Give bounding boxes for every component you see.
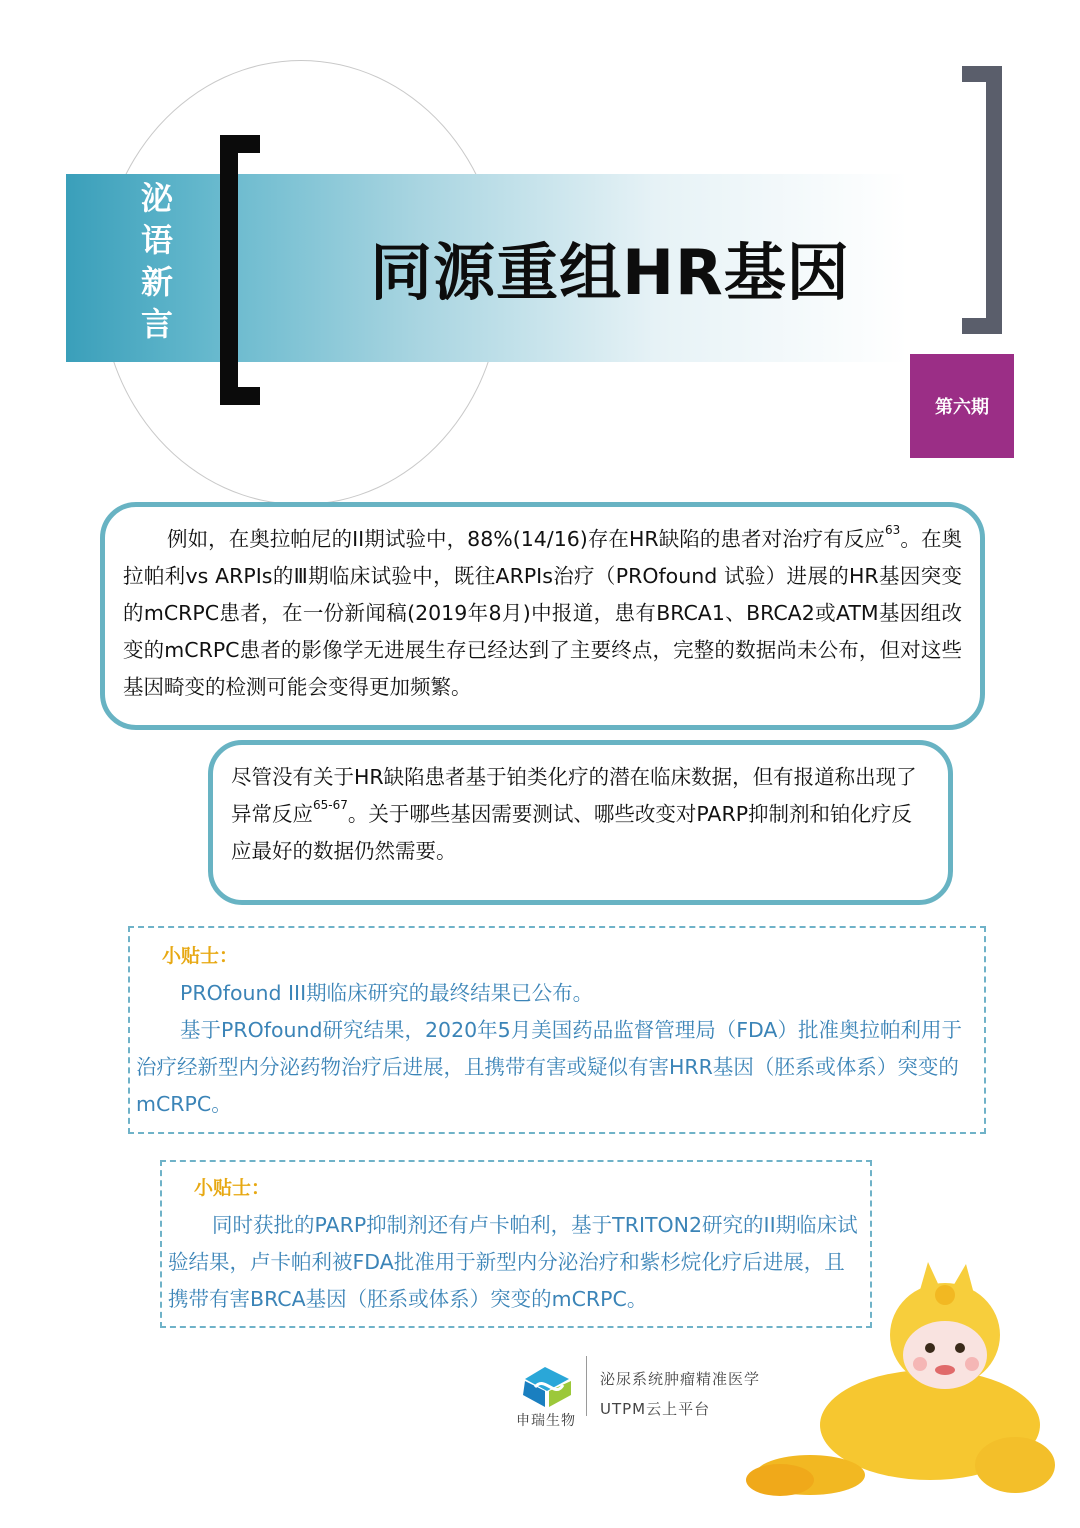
column-label: 泌语新言	[136, 181, 174, 349]
tip2-line-1: 同时获批的PARP抑制剂还有卢卡帕利，基于TRITON2研究的II期临床试验结果，卢卡帕利被FDA批准用于新型内分泌治疗和紫杉烷化疗后进展，且携带有害BRCA基因（胚系或体系）突变的mCRPC。	[168, 1213, 858, 1311]
box1-text-1-tail: 。	[900, 527, 921, 551]
box2-paragraph	[231, 759, 930, 870]
box1-text-2: 在奥拉帕利vs ARPIs的Ⅲ期临床试验中，既往ARPIs治疗（PROfound 试验）进展的HR基因突变的mCRPC患者，在一份新闻稿(2019年8月)中报道，患有BRCA1、BRCA2或ATM基因组改变的mCRPC患者的影像学无进展生存已经达到了主要终点，完整的数据尚未公布，但对这些基因畸变的检测可能会变得更加频繁。	[123, 527, 963, 699]
reference-65-67: 65-67	[313, 798, 348, 812]
platform-subname: UTPM云上平台	[600, 1400, 711, 1418]
tip1-line-1: PROfound III期临床研究的最终结果已公布。	[180, 981, 594, 1005]
box1-paragraph	[123, 521, 962, 706]
content-box-1	[100, 502, 985, 730]
reference-63: 63	[885, 523, 901, 537]
box2-text-a: 尽管没有关于HR缺陷患者基于铂类化疗的潜在临床数据，但有报道称出现了异常反应	[231, 765, 917, 826]
company-logo-icon	[515, 1365, 579, 1409]
footer-divider	[586, 1356, 587, 1416]
tip1-line-2: 基于PROfound研究结果，2020年5月美国药品监督管理局（FDA）批准奥拉帕利用于治疗经新型内分泌药物治疗后进展，且携带有害或疑似有害HRR基因（胚系或体系）突变的mCRPC。	[136, 1018, 962, 1116]
page-title: 同源重组HR基因	[370, 236, 850, 309]
left-bracket	[220, 135, 260, 405]
tip-label: 小贴士：	[162, 945, 239, 967]
company-name: 申瑞生物	[516, 1413, 576, 1429]
right-bracket	[962, 66, 1002, 334]
issue-badge: 第六期	[910, 354, 1014, 458]
tip-box-1	[128, 926, 986, 1134]
box2-text-b: 。关于哪些基因需要测试、哪些改变对PARP抑制剂和铂化疗反应最好的数据仍然需要。	[231, 802, 913, 863]
content-box-2	[208, 740, 953, 905]
platform-name: 泌尿系统肿瘤精准医学	[600, 1370, 761, 1388]
tip-label: 小贴士：	[194, 1177, 271, 1199]
box1-text-1: 例如，在奥拉帕尼的II期试验中，88%(14/16)存在HR缺陷的患者对治疗有反应	[167, 527, 886, 551]
mascot-image	[740, 1260, 1060, 1505]
